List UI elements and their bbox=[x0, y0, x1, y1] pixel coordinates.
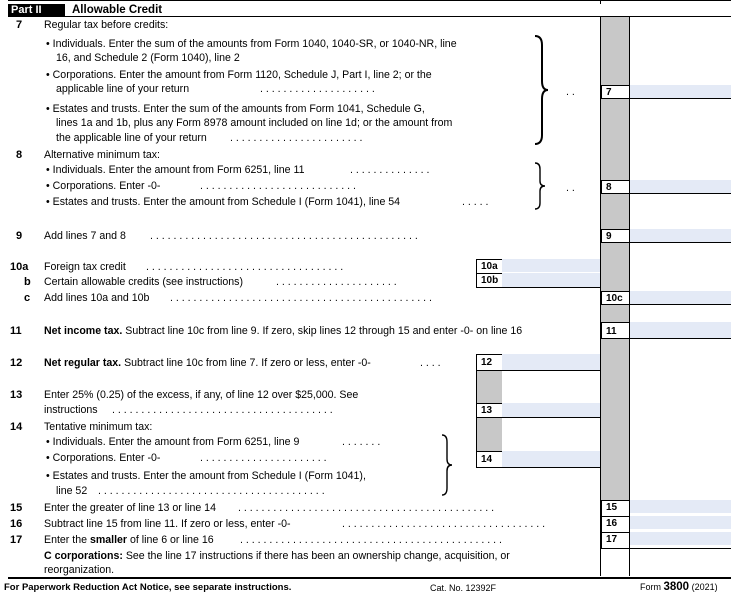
line-10a-box: 10a bbox=[476, 259, 502, 272]
line-10b-text: Certain allowable credits (see instructions) bbox=[44, 276, 244, 288]
rule bbox=[476, 259, 477, 288]
line-13-number: 13 bbox=[10, 389, 23, 401]
footer-cat-no: Cat. No. 12392F bbox=[430, 583, 497, 593]
line-14-bullet-1: • Individuals. Enter the amount from Form 6251, line 9 bbox=[46, 436, 300, 448]
line-11-text bbox=[44, 325, 522, 338]
line-11-bold: Net income tax. bbox=[44, 325, 123, 337]
footer-form-year: (2021) bbox=[689, 582, 718, 592]
leader-dots: . . . . . . . . . . . . . . . . . . . . . . . . . . . bbox=[200, 180, 356, 192]
line-12-box: 12 bbox=[476, 354, 502, 370]
leader-dots: . . . . . . . . . . . . . . . . . . . . . . . . . . . . . . . . . . . . . . . bbox=[98, 485, 325, 497]
footer-form-prefix: Form bbox=[640, 582, 664, 592]
rule bbox=[476, 287, 600, 288]
footer-form-num: 3800 bbox=[663, 581, 690, 593]
line-10b-amount[interactable] bbox=[502, 273, 600, 287]
col-rule bbox=[629, 17, 630, 576]
line-10b-box: 10b bbox=[476, 273, 502, 287]
line-8-bullet-3: • Estates and trusts. Enter the amount from Schedule I (Form 1041), line 54 bbox=[46, 196, 401, 208]
leader-dots: . . . . . . . . . . . . . . . . . . . . . . . . . . . . . . . . . . . . . . . . . . . . . . bbox=[150, 230, 418, 242]
line-15-box: 15 bbox=[601, 500, 629, 516]
line-12-bold: Net regular tax. bbox=[44, 357, 122, 369]
rule bbox=[600, 98, 731, 99]
rule bbox=[600, 193, 731, 194]
line-10c-amount[interactable] bbox=[629, 291, 731, 304]
line-17-amount[interactable] bbox=[629, 532, 731, 545]
line-10a-number: 10a bbox=[10, 261, 29, 273]
line-11-rest: Subtract line 10c from line 9. If zero, skip lines 12 through 15 and enter -0- on line 16 bbox=[122, 325, 523, 337]
part-title: Allowable Credit bbox=[72, 4, 163, 16]
gray-cell bbox=[477, 371, 502, 403]
gray-cell bbox=[601, 193, 629, 229]
rule bbox=[600, 304, 731, 305]
line-16-text: Subtract line 15 from line 11. If zero or less, enter -0- bbox=[44, 518, 291, 530]
brace-icon bbox=[532, 35, 550, 145]
rule bbox=[476, 370, 600, 371]
leader-dots: . . . . . . . bbox=[342, 436, 381, 448]
line-10a-text: Foreign tax credit bbox=[44, 261, 126, 273]
line-10c-box: 10c bbox=[601, 291, 629, 304]
line-13-text-a: Enter 25% (0.25) of the excess, if any, of line 12 over $25,000. See bbox=[44, 389, 359, 401]
line-8-box: 8 bbox=[601, 180, 629, 193]
leader-dots: . . . . . . . . . . . . . . . . . . . . . . . . . . . . . . . . . . . . . . . . . . . . bbox=[238, 502, 495, 514]
leader-dots: . . . . . . . . . . . . . . . . . . . . . . . . . . . . . . . . . . . . . . . . . . . . . bbox=[170, 292, 432, 304]
line-15-text: Enter the greater of line 13 or line 14 bbox=[44, 502, 216, 514]
gray-cell bbox=[601, 242, 629, 291]
gray-cell bbox=[601, 98, 629, 180]
gray-cell bbox=[601, 338, 629, 500]
line-16-amount[interactable] bbox=[629, 516, 731, 529]
rule bbox=[600, 338, 731, 339]
rule bbox=[600, 242, 731, 243]
footer-form-id bbox=[640, 581, 718, 594]
line-7-amount[interactable] bbox=[629, 85, 731, 98]
line-8-title: Alternative minimum tax: bbox=[44, 149, 160, 161]
gray-cell bbox=[601, 304, 629, 322]
line-8-bullet-1: • Individuals. Enter the amount from Form 6251, line 11 bbox=[46, 164, 305, 176]
leader-dots: . . . . . bbox=[462, 196, 489, 208]
line-17-post: of line 6 or line 16 bbox=[127, 534, 214, 546]
header-tick bbox=[600, 0, 601, 4]
part-label: Part II bbox=[8, 4, 65, 16]
line-12-rest: Subtract line 10c from line 7. If zero or less, enter -0- bbox=[121, 357, 371, 369]
line-7-number: 7 bbox=[16, 19, 23, 31]
line-10c-number: c bbox=[24, 292, 31, 304]
rule bbox=[476, 467, 600, 468]
line-7-box: 7 bbox=[601, 85, 629, 98]
line-8-amount[interactable] bbox=[629, 180, 731, 193]
leader-dots: . . . . . . . . . . . . . . . . . . . . . . . . . . . . . . . . . . . . . . . . . . . . . bbox=[240, 534, 502, 546]
line-17-number: 17 bbox=[10, 534, 23, 546]
leader-dots: . . . . . . . . . . . . . . . . . . . . . . . . . . . . . . . . . . . . . . bbox=[112, 404, 333, 416]
line-13-box: 13 bbox=[476, 403, 502, 417]
gray-cell bbox=[601, 17, 629, 85]
line-14-box: 14 bbox=[476, 451, 502, 467]
line-17-note-b: reorganization. bbox=[44, 564, 115, 576]
line-15-amount[interactable] bbox=[629, 500, 731, 513]
line-12-amount[interactable] bbox=[502, 354, 600, 370]
line-9-amount[interactable] bbox=[629, 229, 731, 242]
line-11-amount[interactable] bbox=[629, 322, 731, 338]
leader-dots: . . . . . . . . . . . . . . bbox=[350, 164, 430, 176]
line-12-text bbox=[44, 357, 371, 370]
line-17-box: 17 bbox=[601, 532, 629, 548]
leader-dots: . . bbox=[566, 86, 575, 98]
leader-dots: . . bbox=[566, 182, 575, 194]
line-17-bold: smaller bbox=[89, 534, 128, 546]
leader-dots: . . . . . . . . . . . . . . . . . . . . . . . . . . . . . . . . . . . bbox=[342, 518, 546, 530]
leader-dots: . . . . . . . . . . . . . . . . . . . . . bbox=[276, 276, 397, 288]
line-14-bullet-3b: line 52 bbox=[56, 485, 88, 497]
line-14-amount[interactable] bbox=[502, 451, 600, 467]
leader-dots: . . . . . . . . . . . . . . . . . . . . bbox=[260, 83, 375, 95]
line-14-bullet-2: • Corporations. Enter -0- bbox=[46, 452, 161, 464]
line-15-number: 15 bbox=[10, 502, 23, 514]
leader-dots: . . . . bbox=[420, 357, 441, 369]
footer-rule bbox=[8, 577, 731, 579]
gray-cell bbox=[477, 418, 502, 451]
line-8-bullet-2: • Corporations. Enter -0- bbox=[46, 180, 161, 192]
line-7-bullet-3c: the applicable line of your return bbox=[56, 132, 207, 144]
line-7-bullet-1b: 16, and Schedule 2 (Form 1040), line 2 bbox=[56, 52, 240, 64]
line-16-number: 16 bbox=[10, 518, 23, 530]
line-11-number: 11 bbox=[10, 325, 22, 337]
line-9-number: 9 bbox=[16, 230, 23, 242]
brace-icon bbox=[440, 434, 454, 496]
line-9-text: Add lines 7 and 8 bbox=[44, 230, 126, 242]
line-8-number: 8 bbox=[16, 149, 23, 161]
brace-icon bbox=[533, 162, 547, 210]
leader-dots: . . . . . . . . . . . . . . . . . . . . . . . . . . . . . . . . . . bbox=[146, 261, 344, 273]
rule bbox=[476, 417, 600, 418]
line-17-note-bold: C corporations: bbox=[44, 550, 123, 562]
line-7-bullet-3a: • Estates and trusts. Enter the sum of the amounts from Form 1041, Schedule G, bbox=[46, 103, 425, 115]
line-13-amount[interactable] bbox=[502, 403, 600, 417]
line-17-note-rest: See the line 17 instructions if there has been an ownership change, acquisition, or bbox=[122, 550, 510, 562]
line-14-number: 14 bbox=[10, 421, 23, 433]
line-14-bullet-3a: • Estates and trusts. Enter the amount from Schedule I (Form 1041), bbox=[46, 470, 366, 482]
line-10c-text: Add lines 10a and 10b bbox=[44, 292, 150, 304]
line-17-text bbox=[44, 534, 214, 547]
line-13-text-b: instructions bbox=[44, 404, 98, 416]
rule bbox=[476, 354, 477, 468]
rule bbox=[600, 548, 731, 549]
line-10b-number: b bbox=[24, 276, 31, 288]
line-7-title: Regular tax before credits: bbox=[44, 19, 169, 31]
line-9-box: 9 bbox=[601, 229, 629, 242]
line-7-bullet-2b: applicable line of your return bbox=[56, 83, 190, 95]
leader-dots: . . . . . . . . . . . . . . . . . . . . . . . bbox=[230, 132, 363, 144]
line-10a-amount[interactable] bbox=[502, 259, 600, 272]
line-7-bullet-2a: • Corporations. Enter the amount from Form 1120, Schedule J, Part I, line 2; or the bbox=[46, 69, 432, 81]
top-rule bbox=[8, 0, 731, 1]
line-14-title: Tentative minimum tax: bbox=[44, 421, 153, 433]
line-16-box: 16 bbox=[601, 516, 629, 532]
footer-notice: For Paperwork Reduction Act Notice, see separate instructions. bbox=[4, 582, 292, 593]
leader-dots: . . . . . . . . . . . . . . . . . . . . . . bbox=[200, 452, 327, 464]
line-7-bullet-1a: • Individuals. Enter the sum of the amounts from Form 1040, 1040-SR, or 1040-NR, line bbox=[46, 38, 457, 50]
line-11-box: 11 bbox=[601, 322, 629, 338]
line-17-pre: Enter the bbox=[44, 534, 90, 546]
line-12-number: 12 bbox=[10, 357, 23, 369]
line-17-note-a bbox=[44, 550, 510, 563]
line-7-bullet-3b: lines 1a and 1b, plus any Form 8978 amount included on line 1d; or the amount from bbox=[56, 117, 453, 129]
